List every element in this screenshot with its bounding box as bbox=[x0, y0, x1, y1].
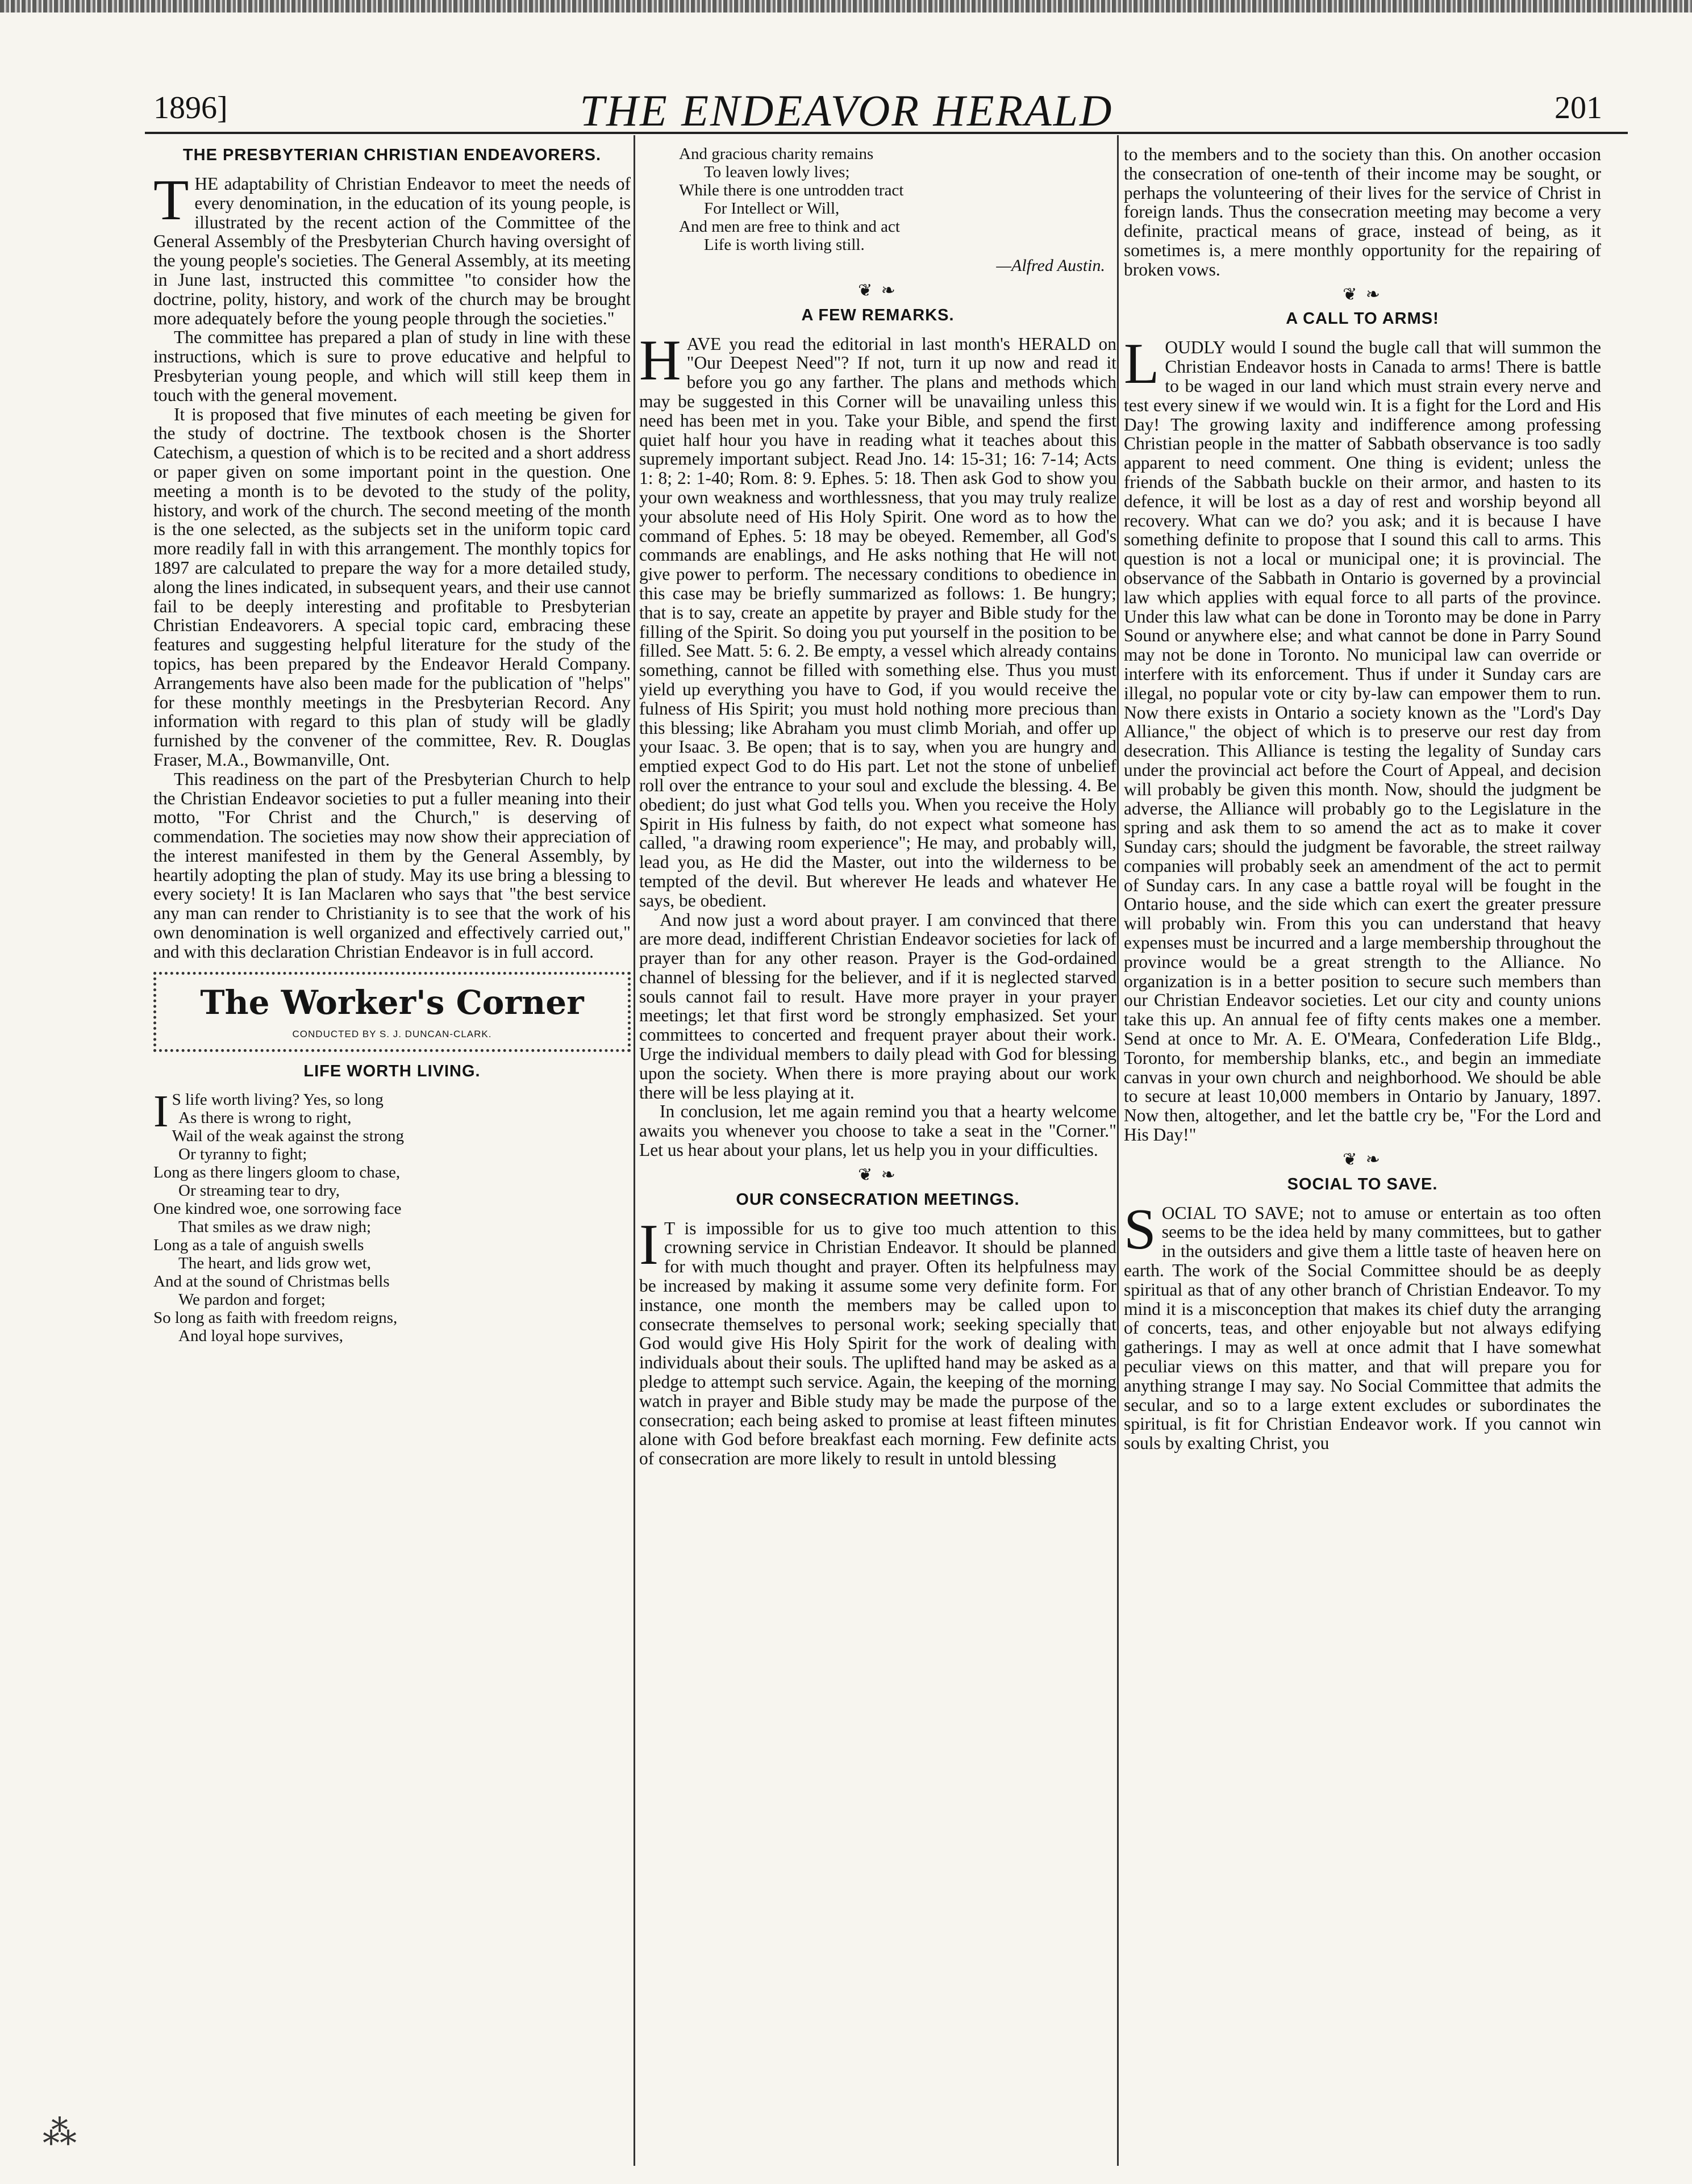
workers-corner-banner bbox=[153, 972, 631, 1053]
poem-line: To leaven lowly lives; bbox=[704, 163, 850, 181]
poem-heading: LIFE WORTH LIVING. bbox=[303, 1062, 481, 1081]
article-heading: A CALL TO ARMS! bbox=[1286, 310, 1439, 328]
column-3 bbox=[1124, 145, 1601, 2167]
poem-line: Or streaming tear to dry, bbox=[178, 1181, 340, 1200]
column-rule bbox=[634, 135, 635, 2166]
poem-line: For Intellect or Will, bbox=[704, 199, 840, 218]
poem bbox=[153, 1087, 631, 1346]
scan-mark: ⁂ bbox=[43, 2114, 77, 2152]
article-paragraph: LOUDLY would I sound the bugle call that will summon the Christian Endeavor hosts in Canada to arms! There is battle to be waged in our land which must strain every nerve and test every sinew if we would win. It is a fight for the Lord and His Day! The growing laxity and indifference among professing Christian people in the matter of Sabbath observance is too sadly apparent to need comment. One thing is evident; unless the friends of the Sabbath buckle on their armor, and hasten to its defence, it will be lost as a day of rest and worship beyond all recovery. What can we do? you ask; and it is because I have something definite to propose that I sound this call to arms. This question is not a local or municipal one; it is provincial. The observance of the Sabbath in Ontario is governed by a provincial law which applies with equal force to all parts of the province. Under this law what can be done in Toronto may be done in Parry Sound or anywhere else; and what cannot be done in Parry Sound may not be done in Toronto. No municipal law can override or interfere with its enforcement. Thus if under it Sunday cars are illegal, no popular vote or city by-law can empower them to run. Now there exists in Ontario a society known as the "Lord's Day Alliance," the object of which is to preserve our rest day from desecration. This Alliance is testing the legality of Sunday cars under the provincial act before the Court of Appeal, and decision will probably be given this month. Now, should the judgment be adverse, the Alliance will probably go to the Legislature in the spring and ask them to so amend the act as to make it cover Sunday cars; should the judgment be favorable, the street railway companies will probably seek an amendment of the act to permit of Sunday cars. In any case a battle royal will be fought in the Ontario house, and the side which can exert the greater pressure will probably win. From this you can understand that heavy expenses must be incurred and a large membership throughout the province would be a great strength to the Alliance. No organization is in a better position to secure such members than our Christian Endeavor societies. Let our city and county unions take this up. An annual fee of fifty cents makes one a member. Send at once to Mr. A. E. O'Meara, Confederation Life Bldg., Toronto, for membership blanks, etc., and begin an immediate canvas in your own church and neighborhood. We should be able to secure at least 10,000 members in Ontario by January, 1897. Now then, altogether, and let the battle cry be, "For the Lord and His Day!" bbox=[1124, 332, 1601, 1145]
poem-line: Long as there lingers gloom to chase, bbox=[153, 1163, 401, 1182]
poem-line: And men are free to think and act bbox=[679, 218, 900, 236]
article-heading: OUR CONSECRATION MEETINGS. bbox=[736, 1190, 1020, 1209]
article-heading: THE PRESBYTERIAN CHRISTIAN ENDEAVORERS. bbox=[182, 146, 602, 164]
poem-line: As there is wrong to right, bbox=[178, 1109, 352, 1128]
article-paragraph: And now just a word about prayer. I am convinced that there are more dead, indifferent Christian Endeavor societies for lack of prayer than for any other reason. Prayer is the God-ordained channel of blessing for the believer, and if it is neglected starved souls cannot fail to result. Have more prayer in your prayer meetings; let that first word be strongly emphasized. Set your committees to concerted and frequent prayer about their work. Urge the individual members to daily plead with God for blessing upon the society. When there is more praying about our work there will be less playing at it. bbox=[639, 909, 1116, 1103]
poem-attribution: —Alfred Austin. bbox=[996, 256, 1105, 275]
poem-line: And gracious charity remains bbox=[679, 145, 874, 163]
poem-line: We pardon and forget; bbox=[178, 1291, 326, 1309]
article-paragraph: HAVE you read the editorial in last month's HERALD on "Our Deepest Need"? If not, turn it up now and read it before you go any farther. The plans and methods which may be suggested in this Corner will be unavailing unless this need has been met in you. Take your Bible, and spend the first quiet half hour you have in reading what it teaches about this supremely important subject. Read Jno. 14: 15-31; 16: 7-14; Acts 1: 8; 2: 1-40; Rom. 8: 9. Ephes. 5: 18. Then ask God to show you your own weakness and worthlessness, that you may truly realize your absolute need of His Holy Spirit. One word as to how the command of Ephes. 5: 18 may be obeyed. Remember, all God's commands are enablings, and He asks nothing that He will not give power to perform. The necessary conditions to obedience in this case may be briefly summarized as follows: 1. Be hungry; that is to say, create an appetite by prayer and Bible study for the filling of the Spirit. So doing you put yourself in the position to be filled. See Matt. 5: 6. 2. Be empty, a vessel which already contains something, cannot be filled with something else. Thus you must yield up everything you have to God, if you would receive the fulness of His Spirit; you must hold nothing more precious than this blessing; like Abraham you must climb Moriah, and offer up your Isaac. 3. Be open; that is to say, when you are hungry and emptied expect God to do His part. Let not the stone of unbelief roll over the entrance to your soul and exclude the blessing. 4. Be obedient; do just what God tells you. When you receive the Holy Spirit in His fulness by faith, do not expect what someone has called, "a drawing room experience"; He may, and probably will, lead you, as He did the Master, out into the wilderness to be tempted of the devil. But wherever He leads and whatever He says, be obedient. bbox=[639, 328, 1116, 911]
article-paragraph: It is proposed that five minutes of each meeting be given for the study of doctrine. The textbook chosen is the Shorter Catechism, a question of which is to be recited and a short address or paper given on some important point in the question. One meeting a month is to be devoted to the study of the polity, history, and work of the church. The second meeting of the month is the one selected, as the subjects set in the uniform topic card more readily fall in with this arrangement. The monthly topics for 1897 are calculated to prepare the way for a more detailed study, along the lines indicated, in subsequent years, and their use cannot fail to be deeply interesting and profitable to Presbyterian Christian Endeavorers. A special topic card, embracing these features and suggesting helpful literature for the study of the topics, has been prepared by the Endeavor Herald Company. Arrangements have also been made for the publication of "helps" for these monthly meetings in the Presbyterian Record. Any information with regard to this plan of study will be gladly furnished by the convener of the committee, Rev. R. Douglas Fraser, M.A., Bowmanville, Ont. bbox=[153, 404, 631, 770]
column-rule bbox=[1117, 135, 1119, 2166]
header-year: 1896] bbox=[153, 90, 228, 126]
poem-line: Or tyranny to fight; bbox=[178, 1145, 307, 1164]
workers-corner-title: The Worker's Corner bbox=[200, 983, 584, 1022]
article-heading: SOCIAL TO SAVE. bbox=[1287, 1175, 1438, 1193]
drop-cap: I bbox=[153, 1087, 169, 1137]
article-paragraph: THE adaptability of Christian Endeavor to meet the needs of every denomination, in the education of its young people, is illustrated by the recent action of the Committee of the General Assembly of the Presbyterian Church having oversight of the young people's societies. The General Assembly, at its meeting in June last, instructed this committee "to consider how the doctrine, polity, history, and work of the church may be brought more adequately before the young people through the societies." bbox=[153, 168, 631, 328]
ornament-divider bbox=[639, 1166, 1116, 1185]
column-1 bbox=[153, 145, 631, 2167]
poem-line: The heart, and lids grow wet, bbox=[178, 1254, 372, 1273]
masthead-title: THE ENDEAVOR HERALD bbox=[580, 86, 1114, 135]
poem-line: Life is worth living still. bbox=[704, 236, 865, 254]
article-paragraph: I T is impossible for us to give too much attention to this crowning service in Christian Endeavor. It should be planned for with much thought and prayer. Often its helpfulness may be increased by making it assume some very definite form. For instance, one month the members may be called upon to consecrate themselves to personal work; seeking specially that God would give His Holy Spirit for the work of dealing with individuals about their souls. The uplifted hand may be asked as a pledge to attempt such service. Again, the keeping of the morning watch in prayer and Bible study may be made the purpose of the consecration; each being asked to promise at least fifteen minutes alone with God before breakfast each morning. Few definite acts of consecration are more likely to result in untold blessing bbox=[639, 1212, 1116, 1469]
workers-corner-byline: CONDUCTED BY S. J. DUNCAN-CLARK. bbox=[292, 1028, 492, 1039]
article-paragraph: The committee has prepared a plan of study in line with these instructions, which is sure to prove educative and helpful to Presbyterian young people, and which will still keep them in touch with the general movement. bbox=[153, 327, 631, 405]
poem-line: S life worth living? Yes, so long bbox=[172, 1091, 384, 1109]
article-paragraph: to the members and to the society than this. On another occasion the consecration of one-tenth of their income may be sought, or perhaps the volunteering of their lives for the service of Christ in foreign lands. Thus the consecration meeting may become a very definite, practical means of grace, instead of being, as it sometimes is, a mere monthly opportunity for the repairing of broken vows. bbox=[1124, 145, 1601, 279]
poem-line: Wail of the weak against the strong bbox=[172, 1127, 405, 1146]
poem-continued bbox=[639, 145, 1116, 254]
poem-line: And at the sound of Christmas bells bbox=[153, 1272, 390, 1291]
drop-cap: L bbox=[1124, 332, 1160, 396]
drop-cap: T bbox=[153, 168, 189, 232]
article-paragraph: SOCIAL TO SAVE; not to amuse or entertain as too often seems to be the idea held by many committees, but to gather in the outsiders and give them a little taste of heaven here on earth. The work of the Social Committee should be as deeply spiritual as that of any other branch of Christian Endeavor. To my mind it is a misconception that makes its chief duty the arranging of concerts, teas, and other enjoyable but not always edifying gatherings. I may as well at once admit that I have somewhat peculiar views on this matter, and that will prepare you for anything strange I may say. No Social Committee that admits the secular, and so to a large extent excludes or subordinates the spiritual, is fit for Christian Endeavor work. If you cannot win souls by exalting Christ, you bbox=[1124, 1197, 1601, 1454]
page-header bbox=[68, 85, 1625, 135]
page-number: 201 bbox=[1555, 90, 1602, 126]
drop-cap: H bbox=[639, 328, 681, 392]
poem-line: And loyal hope survives, bbox=[178, 1327, 343, 1346]
poem-line: Long as a tale of anguish swells bbox=[153, 1236, 364, 1255]
ornament-divider bbox=[639, 281, 1116, 300]
scan-edge-band bbox=[0, 0, 1692, 12]
column-2 bbox=[639, 145, 1116, 2167]
ornament-divider bbox=[1124, 285, 1601, 304]
poem-line: That smiles as we draw nigh; bbox=[178, 1218, 372, 1237]
article-paragraph: In conclusion, let me again remind you that a hearty welcome awaits you whenever you choose to take a seat in the "Corner." Let us hear about your plans, let us help you in your difficulties. bbox=[639, 1101, 1116, 1160]
drop-cap: S bbox=[1124, 1197, 1156, 1262]
poem-line: One kindred woe, one sorrowing face bbox=[153, 1200, 402, 1218]
article-heading: A FEW REMARKS. bbox=[801, 306, 955, 324]
drop-cap: I bbox=[639, 1212, 659, 1277]
poem-line: So long as faith with freedom reigns, bbox=[153, 1309, 398, 1327]
header-rule bbox=[145, 132, 1628, 134]
article-paragraph: This readiness on the part of the Presbyterian Church to help the Christian Endeavor societies to put a fuller meaning into their motto, "For Christ and the Church," is deserving of commendation. The societies may now show their appreciation of the interest manifested in them by the General Assembly, by heartily adopting the plan of study. May its use bring a blessing to every society! It is Ian Maclaren who says that "the best service any man can render to Christianity is to see that the work of his own denomination is well organized and effectively carried out," and with this declaration Christian Endeavor is in full accord. bbox=[153, 769, 631, 962]
ornament-divider bbox=[1124, 1150, 1601, 1170]
poem-line: While there is one untrodden tract bbox=[679, 181, 904, 199]
